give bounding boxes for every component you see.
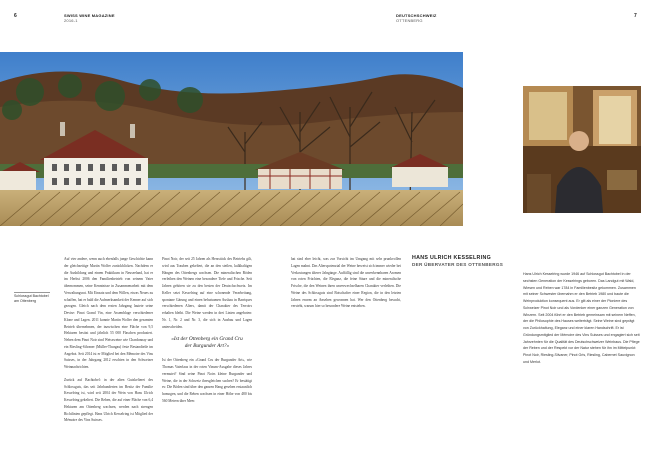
bio-subtitle: DER ÜBERVATER DES OTTENBERGS — [412, 262, 504, 267]
page-number-right: 7 — [634, 13, 637, 19]
magazine-name: SWISS WINE MAGAZINE — [64, 13, 115, 18]
caption-rule — [14, 292, 50, 293]
column2-paragraph-2: Ist der Ottenberg ein «Grand Cru der Burgunder Art», wie Thomas Vaterlaus in der roten Vinum-Ausgabe dieses Jahres vermutet? Sind seine Pinot Noirs kleine Burgunder und Weine, die in der Schweiz ihresgleichen suchen? Er bestätigt es: Die Böden sind über den ganzen Hang gesehen erstaunlich homogen, und die Reben wachsen in einer Höhe von 480 bis 560 Metern über Meer. — [162, 358, 252, 403]
section-name: DEUTSCHSCHWEIZ — [396, 13, 437, 18]
page-number-left: 6 — [14, 13, 17, 19]
bio-text: Hans Ulrich Kesselring wurde 1946 auf Schlossgut Bachtobel in der sechsten Generation der Kesselrings geboren. Das Landgut mit Wald, Wiesen und Reben war 1784 in Familienbesitz gekommen. Zusammen mit seiner Schwester übernahm er den Betrieb 1980 und baute die Weinproduktion konsequent aus. Er gilt als einer der Pioniere des Schweizer Pinot Noir und als Vordenker einer ganzen Generation von Winzern. Seit 2004 führt er den Betrieb gemeinsam mit seinem Neffen, der die Philosophie des Hauses weiterträgt. Seine Weine sind geprägt von Zurückhaltung, Eleganz und einer klaren Handschrift. Er ist Gründungsmitglied der Mémoire des Vins Suisses und engagiert sich seit Jahrzehnten für die Qualität des Deutschschweizer Weinbaus. Die Pflege der Reben und der Respekt vor der Natur stehen für ihn im Mittelpunkt: Pinot Noir, Riesling-Silvaner, Pinot Gris, Riesling, Cabernet Sauvignon und Merlot. — [523, 272, 640, 364]
portrait-illustration — [523, 86, 641, 213]
pull-quote: «Ist der Ottenberg ein Grand Cru der Burgunder Art?» — [171, 336, 243, 349]
magazine-header — [64, 13, 115, 23]
sidebar-bio — [412, 255, 640, 268]
portrait-photo — [523, 86, 641, 213]
vineyard-estate-photo — [0, 52, 463, 226]
vineyard-estate-illustration — [0, 52, 463, 226]
section-location: OTTENBERG — [396, 18, 423, 23]
magazine-issue: 2016-1 — [64, 18, 78, 23]
article-column-1 — [64, 256, 153, 446]
column2-paragraph-1: Pinot Noir, der seit 25 Jahren als Herzstück des Betriebs gilt, wird aus Trauben gekeltert, die an den steilen, kalkhaltigen Hängen des Ottenbergs wachsen. Die mineralischen Böden verleihen den Weinen eine besondere Tiefe und Frische. Seit Jahren gehören sie zu den besten der Deutschschweiz. Im Keller setzt Kesselring auf eine schonende Verarbeitung, spontane Gärung und einen behutsamen Ausbau in Barriques verschiedenen Alters, damit der Charakter des Terroirs erhalten bleibt. Die Weine werden in drei Linien angeboten: Nr. 1, Nr. 2 und Nr. 3, die sich in Ausbau und Lagen unterscheiden. — [162, 257, 252, 329]
article-column-2 — [162, 256, 252, 446]
section-header — [396, 13, 437, 23]
photo-caption: Schlossgut Bachtobel am Ottenberg — [14, 294, 49, 303]
column1-paragraph-2: Zurück auf Bachtobel: in der alten Gutskelterei des Schlossguts, das seit Jahrhunderten im Besitz der Familie Kesselring ist, wird seit 2004 der Wein von Hans Ulrich Kesselring gekeltert. Die Reben, die auf einer Fläche von 6,4 Hektaren am Ottenberg wachsen, werden nach strengen Richtlinien gepflegt. Hans Ulrich Kesselring ist Mitglied der Mémoire des Vins Suisses. — [64, 377, 153, 423]
article-column-3 — [291, 256, 401, 406]
bio-title: HANS ULRICH KESSELRING — [412, 255, 491, 261]
column1-paragraph-1: Auf vier andere, wenn auch ebenfalls junge Geschichte kann der gleichzeitige Martin Wolfer zurückblicken. Nachdem er die Ausbildung und einem Praktikum in Neuseeland, hat er im Herbst 2006 den Familienbetrieb von seinem Vater übernommen, seine Kenntnisse in Zusammenarbeit mit dem Verwaltungsrat. Mit Einsatz und dem Willen, etwas Neues zu schaffen, hat er bald die Aufmerksamkeit der Kenner auf sich gezogen. Gleich nach dem ersten Jahrgang lautete seine Devise: Pinot Grand Vin, eine Assemblage verschiedener Klone und Lagen. 2011 konnte Martin Wolfer den gesamten Betrieb übernehmen, der inzwischen eine Fläche von 9,5 Hektaren besitzt und jährlich 55 000 Flaschen produziert. Neben dem Pinot Noir sind Weissweine wie Chardonnay und ein Riesling-Silvaner (Müller-Thurgau) feste Bestandteile im Angebot. Seit 2014 ist er Mitglied bei den Mémoire des Vins Suisses, in der Jahrgang 2012 erschien in den Schweizer Weinnachrichten. — [64, 257, 153, 369]
column3-paragraph-1: hat sind eher leicht, was zur Vorsicht im Umgang mit sehr prunkvollen Lagen mahnt. Das Alterspotenzial der Weine beweist sich immer wieder bei Verkostungen älterer Jahrgänge. Auffällig sind die unverkennbaren Aromen von roten Früchten, die Eleganz, die feine Säure und die mineralische Frische, die den Weinen ihren unverwechselbaren Charakter verleihen. Die Weine des Schlossguts sind Botschafter einer Region, die in den letzten Jahren enorm an Ansehen gewonnen hat. Wer den Ottenberg besucht, versteht, warum hier so besondere Weine entstehen. — [291, 257, 401, 309]
